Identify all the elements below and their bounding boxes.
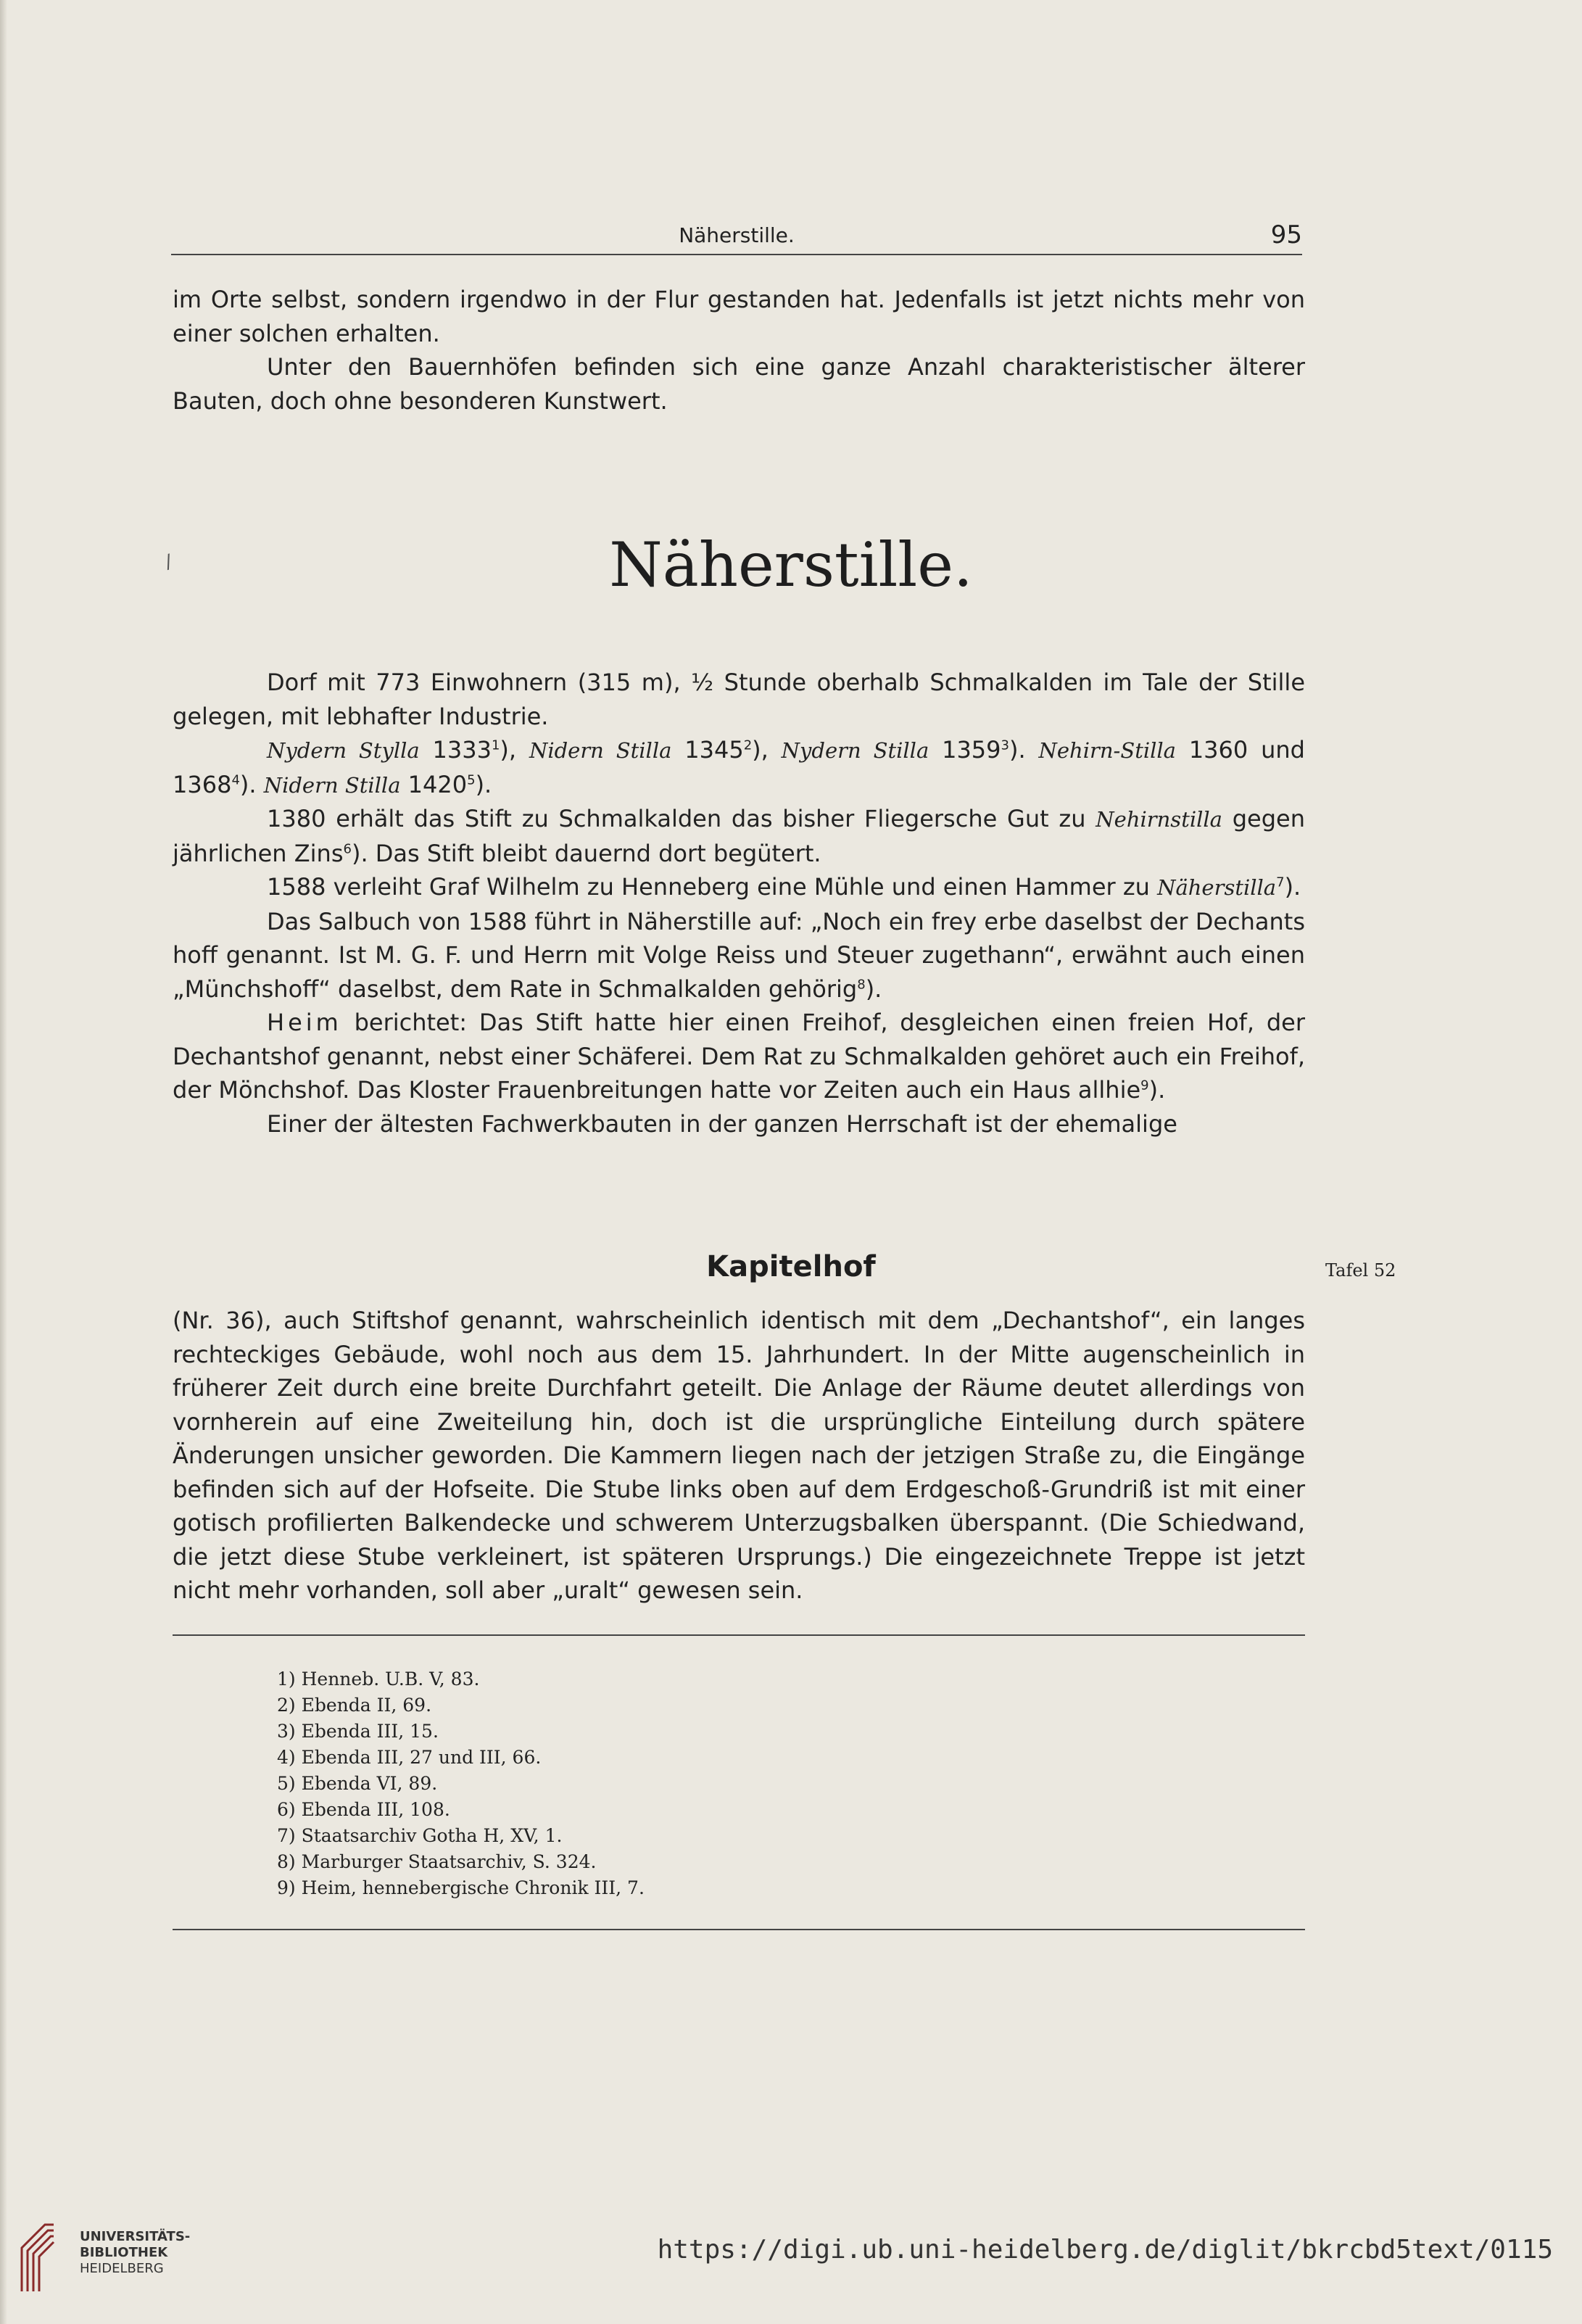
footnote-ref[interactable]: 8 bbox=[857, 976, 866, 992]
permalink-url[interactable]: https://digi.ub.uni-heidelberg.de/diglit/bkrcbd5text/0115 bbox=[657, 2235, 1553, 2265]
footnote-list bbox=[277, 1666, 1147, 1901]
footnote-item: 8) Marburger Staatsarchiv, S. 324. bbox=[277, 1851, 597, 1872]
footnote-ref[interactable]: 7 bbox=[1276, 874, 1285, 890]
intro-paragraph: Unter den Bauernhöfen befinden sich eine ganze Anzahl charakteristischer älterer Bauten, doch ohne besonderen Kunstwert. bbox=[173, 353, 1305, 415]
village-paragraph: Einer der ältesten Fachwerkbauten in der ganzen Herrschaft ist der ehemalige bbox=[267, 1109, 1177, 1138]
historic-name: Nydern Stilla bbox=[781, 738, 929, 763]
village-paragraph: 1380 erhält das Stift zu Schmalkalden das bisher Fliegersche Gut zu Nehirnstilla gegen jährlichen Zins$^6$). Das Stift bleibt dauernd dort begütert. bbox=[173, 805, 1306, 867]
page-title: Näherstille. bbox=[609, 529, 973, 600]
historic-name: Nehirnstilla bbox=[1096, 807, 1222, 832]
footnote-ref[interactable]: 3 bbox=[1001, 737, 1009, 753]
footnote-item: 1) Henneb. U.B. V, 83. bbox=[277, 1668, 480, 1690]
footnote-item: 7) Staatsarchiv Gotha H, XV, 1. bbox=[277, 1825, 563, 1846]
village-paragraph: Dorf mit 773 Einwohnern (315 m), ½ Stunde oberhalb Schmalkalden im Tale der Stille gelegen, mit lebhafter Industrie. bbox=[173, 669, 1305, 730]
kapitelhof-paragraph: (Nr. 36), auch Stiftshof genannt, wahrscheinlich identisch mit dem „Dechantshof“, ein langes rechteckiges Gebäude, wohl noch aus dem 15. Jahrhundert. In der Mitte augenscheinlich in früherer Zeit durch eine breite Durchfahrt geteilt. Die Anlage der Räume deutet allerdings von vornherein auf eine Zweiteilung hin, doch ist die ursprüngliche Einteilung durch spätere Änderungen unsicher geworden. Die Kammern liegen nach der jetzigen Straße zu, die Eingänge befinden sich auf der Hofseite. Die Stube links oben auf dem Erdgeschoß-Grundriß ist mit einer gotisch profilierten Balkendecke und schwerem Unterzugsbalken überspannt. (Die Schiedwand, die jetzt diese Stube verkleinert, ist späteren Ursprungs.) Die eingezeichnete Treppe ist jetzt nicht mehr vorhanden, soll aber „uralt“ gewesen sein. bbox=[173, 1307, 1305, 1604]
village-paragraph: Das Salbuch von 1588 führt in Näherstille auf: „Noch ein frey erbe daselbst der Dechants hoff genannt. Ist M. G. F. und Herrn mit Volge Reiss und Steuer zugethann“, erwähnt auch einen „Münchshoff“ daselbst, dem Rate in Schmalkalden gehörig$^8$). bbox=[173, 907, 1305, 1003]
page-number: 95 bbox=[1270, 220, 1302, 249]
footnote-ref[interactable]: 4 bbox=[231, 772, 240, 787]
historic-name: Nidern Stilla bbox=[263, 772, 401, 798]
footnote-ref[interactable]: 6 bbox=[343, 840, 352, 856]
page-edge bbox=[0, 0, 7, 2324]
library-logo-icon bbox=[16, 2219, 59, 2299]
footnote-item: 9) Heim, hennebergische Chronik III, 7. bbox=[277, 1877, 645, 1898]
historic-name: Nehirn-Stilla bbox=[1038, 738, 1176, 763]
plate-reference: Tafel 52 bbox=[1325, 1260, 1396, 1281]
place-name-forms: Nydern Stylla 1333$^1$), Nidern Stilla 1345$^2$), Nydern Stilla 1359$^3$). Nehirn-Stilla 1360 und 1368$^4$). Nidern Stilla 1420$^5$). bbox=[173, 736, 1305, 798]
kapitelhof-description bbox=[173, 1304, 1305, 1608]
library-name: UNIVERSITÄTS- BIBLIOTHEK HEIDELBERG bbox=[80, 2229, 191, 2276]
footnote-ref[interactable]: 2 bbox=[743, 737, 753, 753]
village-description bbox=[173, 666, 1305, 1141]
footnote-item: 3) Ebenda III, 15. bbox=[277, 1721, 439, 1742]
village-paragraph: 1588 verleiht Graf Wilhelm zu Henneberg eine Mühle und einen Hammer zu Näherstilla$^7$). bbox=[267, 873, 1301, 901]
historic-name: Näherstilla bbox=[1157, 875, 1277, 900]
footnote-divider bbox=[173, 1634, 1305, 1636]
historic-name: Nidern Stilla bbox=[529, 738, 672, 763]
page-end-rule bbox=[173, 1929, 1305, 1930]
footnote-ref[interactable]: 9 bbox=[1140, 1078, 1149, 1093]
section-heading: Kapitelhof bbox=[706, 1250, 876, 1283]
footnote-item: 4) Ebenda III, 27 und III, 66. bbox=[277, 1747, 542, 1768]
running-head-title: Näherstille. bbox=[679, 223, 795, 247]
historic-name: Nydern Stylla bbox=[267, 738, 420, 763]
intro-text bbox=[173, 283, 1305, 418]
running-head bbox=[171, 218, 1302, 255]
intro-paragraph: im Orte selbst, sondern irgendwo in der Flur gestanden hat. Jedenfalls ist jetzt nichts mehr von einer solchen erhalten. bbox=[173, 286, 1305, 347]
footnote-item: 5) Ebenda VI, 89. bbox=[277, 1773, 438, 1794]
footnote-item: 6) Ebenda III, 108. bbox=[277, 1799, 450, 1820]
stray-mark: / bbox=[162, 550, 175, 574]
author-name: Heim bbox=[267, 1009, 342, 1036]
footnote-ref[interactable]: 1 bbox=[491, 737, 500, 753]
footnote-ref[interactable]: 5 bbox=[467, 772, 476, 787]
footnote-item: 2) Ebenda II, 69. bbox=[277, 1695, 432, 1716]
village-paragraph: Heim berichtet: Das Stift hatte hier einen Freihof, desgleichen einen freien Hof, der Dechantshof genannt, nebst einer Schäferei. Dem Rat zu Schmalkalden gehöret auch ein Freihof, der Mönchshof. Das Kloster Frauenbreitungen hatte vor Zeiten auch ein Haus allhie$^9$). bbox=[173, 1009, 1305, 1104]
